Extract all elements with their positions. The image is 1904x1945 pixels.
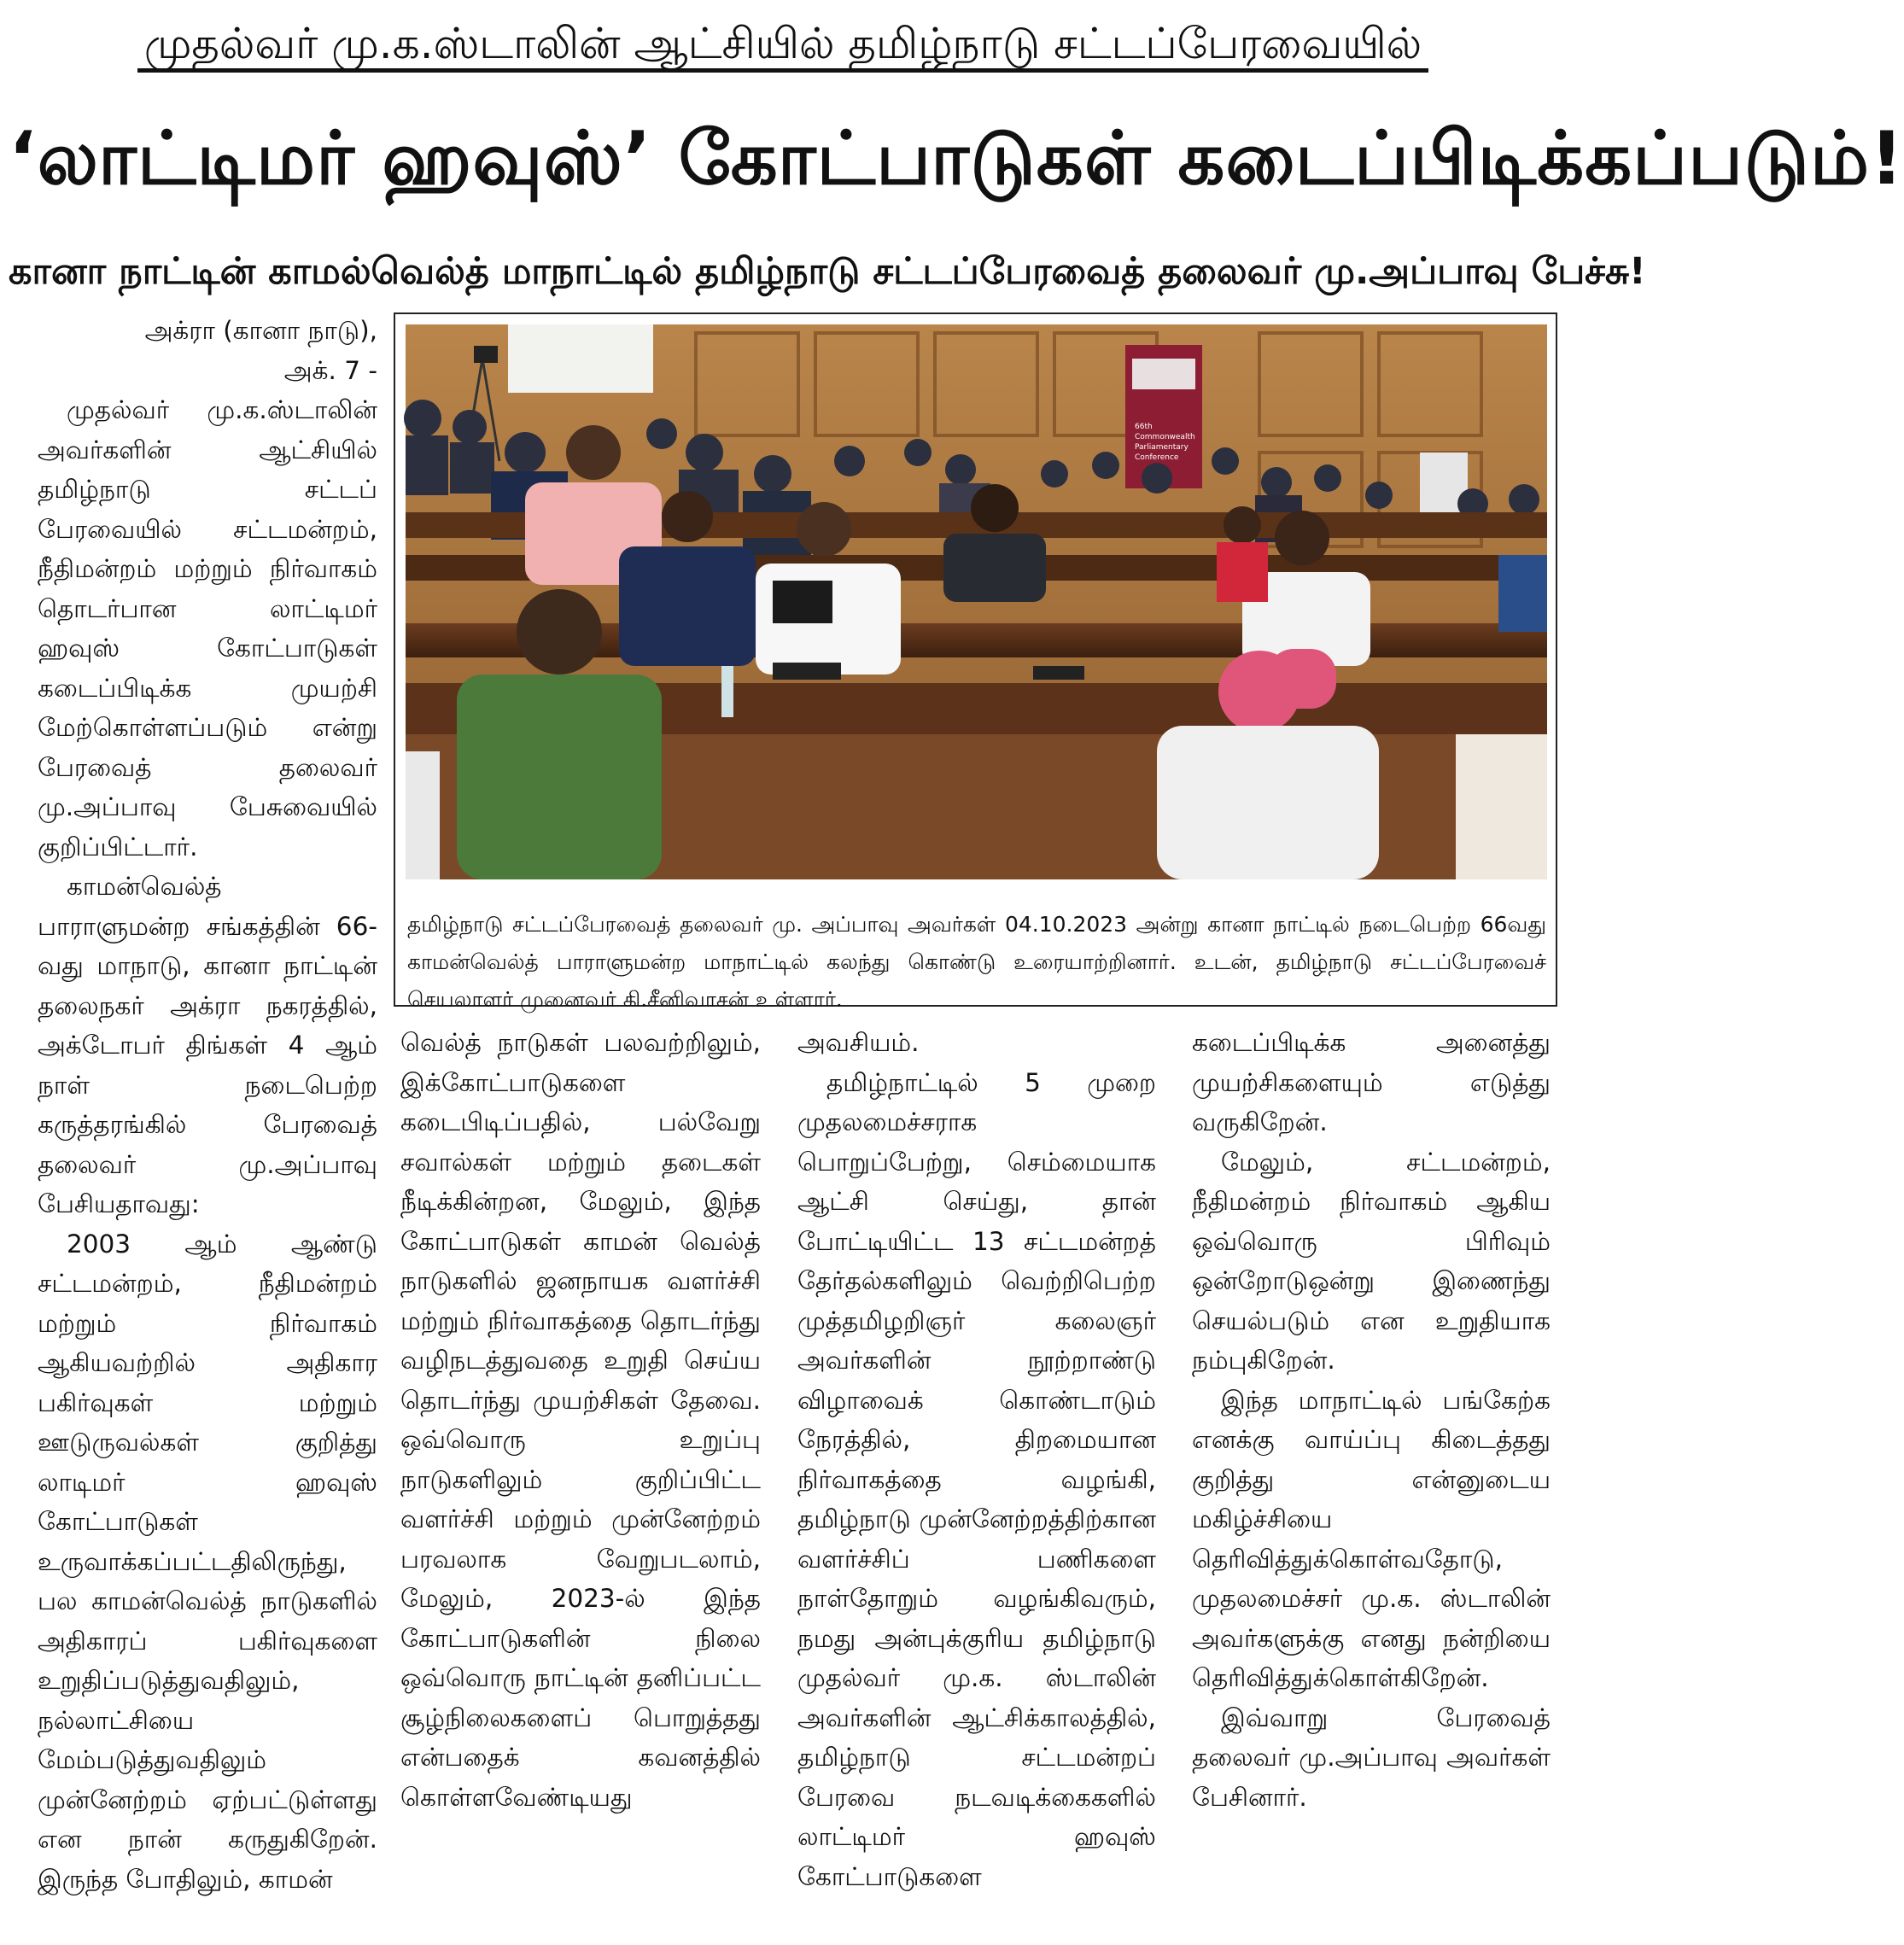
paragraph: கடைப்பிடிக்க அனைத்து முயற்சிகளையும் எடுத்து வருகிறேன். <box>1192 1028 1551 1136</box>
svg-text:Parliamentary: Parliamentary <box>1135 443 1189 452</box>
article-column-4 <box>1192 1023 1551 1817</box>
conference-photo <box>406 324 1547 879</box>
paragraph: காமன்வெல்த் பாராளுமன்ற சங்கத்தின் 66-வது மாநாடு, கானா நாட்டின் தலைநகர் அக்ரா நகரத்தில், அக்டோபர் திங்கள் 4 ஆம் நாள் நடைபெற்ற கருத்தரங்கில் பேரவைத் தலைவர் மு.அப்பாவு பேசியதாவது: <box>38 872 377 1218</box>
paragraph: இந்த மாநாட்டில் பங்கேற்க எனக்கு வாய்ப்பு கிடைத்தது குறித்து என்னுடைய மகிழ்ச்சியை தெரிவித்துக்கொள்வதோடு, முதலமைச்சர் மு.க. ஸ்டாலின் அவர்களுக்கு எனது நன்றியை தெரிவித்துக்கொள்கிறேன். <box>1192 1385 1551 1692</box>
kicker-text: முதல்வர் மு.க.ஸ்டாலின் ஆட்சியில் தமிழ்நாடு சட்டப்பேரவையில் <box>137 19 1428 73</box>
article-column-3 <box>797 1023 1156 1896</box>
paragraph: முதல்வர் மு.க.ஸ்டாலின் அவர்களின் ஆட்சியில் தமிழ்நாடு சட்டப் பேரவையில் சட்டமன்றம், நீதிமன்றம் மற்றும் நிர்வாகம் தொடர்பான லாட்டிமர் ஹவுஸ் கோட்பாடுகள் கடைப்பிடிக்க முயற்சி மேற்கொள்ளப்படும் என்று பேரவைத் தலைவர் மு.அப்பாவு பேசுவையில் குறிப்பிட்டார். <box>38 395 377 862</box>
svg-text:Conference: Conference <box>1135 453 1179 462</box>
paragraph: வெல்த் நாடுகள் பலவற்றிலும், இக்கோட்பாடுகளை கடைபிடிப்பதில், பல்வேறு சவால்கள் மற்றும் தடைகள் நீடிக்கின்றன, மேலும், இந்த கோட்பாடுகள் காமன் வெல்த் நாடுகளில் ஜனநாயக வளர்ச்சி மற்றும் நிர்வாகத்தை தொடர்ந்து வழிநடத்துவதை உறுதி செய்ய தொடர்ந்து முயற்சிகள் தேவை. ஒவ்வொரு உறுப்பு நாடுகளிலும் குறிப்பிட்ட வளர்ச்சி மற்றும் முன்னேற்றம் பரவலாக வேறுபடலாம், மேலும், 2023-ல் இந்த கோட்பாடுகளின் நிலை ஒவ்வொரு நாட்டின் தனிப்பட்ட சூழ்நிலைகளைப் பொறுத்தது என்பதைக் கவனத்தில் கொள்ளவேண்டியது <box>400 1028 761 1812</box>
svg-text:Commonwealth: Commonwealth <box>1135 433 1195 441</box>
article-column-1 <box>38 311 377 1899</box>
main-headline: ‘லாட்டிமர் ஹவுஸ்’ கோட்பாடுகள் கடைப்பிடிக்கப்படும்! <box>9 116 1904 202</box>
paragraph: மேலும், சட்டமன்றம், நீதிமன்றம் நிர்வாகம் ஆகிய ஒவ்வொரு பிரிவும் ஒன்றோடுஒன்று இணைந்து செயல்படும் என உறுதியாக நம்புகிறேன். <box>1192 1147 1551 1375</box>
photo-caption: தமிழ்நாடு சட்டப்பேரவைத் தலைவர் மு. அப்பாவு அவர்கள் 04.10.2023 அன்று கானா நாட்டில் நடைபெற்ற 66வது காமன்வெல்த் பாராளுமன்ற மாநாட்டில் கலந்து கொண்டு உரையாற்றினார். உடன், தமிழ்நாடு சட்டப்பேரவைச் செயலாளர் முனைவர் கி.சீனிவாசன் உள்ளார். <box>407 912 1547 1012</box>
kicker-headline <box>34 5 1532 82</box>
dateline-place: அக்ரா (கானா நாடு), <box>144 316 377 345</box>
paragraph: தமிழ்நாட்டில் 5 முறை முதலமைச்சராக பொறுப்பேற்று, செம்மையாக ஆட்சி செய்து, தான் போட்டியிட்ட 13 சட்டமன்றத் தேர்தல்களிலும் வெற்றிபெற்ற முத்தமிழறிஞர் கலைஞர் அவர்களின் நூற்றாண்டு விழாவைக் கொண்டாடும் நேரத்தில், திறமையான நிர்வாகத்தை வழங்கி, தமிழ்நாடு முன்னேற்றத்திற்கான வளர்ச்சிப் பணிகளை நாள்தோறும் வழங்கிவரும், நமது அன்புக்குரிய தமிழ்நாடு முதல்வர் மு.க. ஸ்டாலின் அவர்களின் ஆட்சிக்காலத்தில், தமிழ்நாடு சட்டமன்றப் பேரவை நடவடிக்கைகளில் லாட்டிமர் ஹவுஸ் கோட்பாடுகளை <box>797 1067 1156 1891</box>
paragraph: அவசியம். <box>797 1028 920 1057</box>
article-column-2 <box>400 1023 761 1817</box>
subheadline: கானா நாட்டின் காமல்வெல்த் மாநாட்டில் தமிழ்நாடு சட்டப்பேரவைத் தலைவர் மு.அப்பாவு பேச்சு! <box>9 250 1646 293</box>
paragraph: இவ்வாறு பேரவைத் தலைவர் மு.அப்பாவு அவர்கள் பேசினார். <box>1192 1703 1551 1812</box>
paragraph: 2003 ஆம் ஆண்டு சட்டமன்றம், நீதிமன்றம் மற்றும் நிர்வாகம் ஆகியவற்றில் அதிகார பகிர்வுகள் மற்றும் ஊடுருவல்கள் குறித்து லாடிமர் ஹவுஸ் கோட்பாடுகள் உருவாக்கப்பட்டதிலிருந்து, பல காமன்வெல்த் நாடுகளில் அதிகாரப் பகிர்வுகளை உறுதிப்படுத்துவதிலும், நல்லாட்சியை மேம்படுத்துவதிலும் முன்னேற்றம் ஏற்பட்டுள்ளது என நான் கருதுகிறேன். இருந்த போதிலும், காமன் <box>38 1229 377 1894</box>
dateline-date: அக். 7 - <box>283 355 377 385</box>
photo-frame <box>394 312 1557 1012</box>
svg-text:66th: 66th <box>1135 423 1153 431</box>
